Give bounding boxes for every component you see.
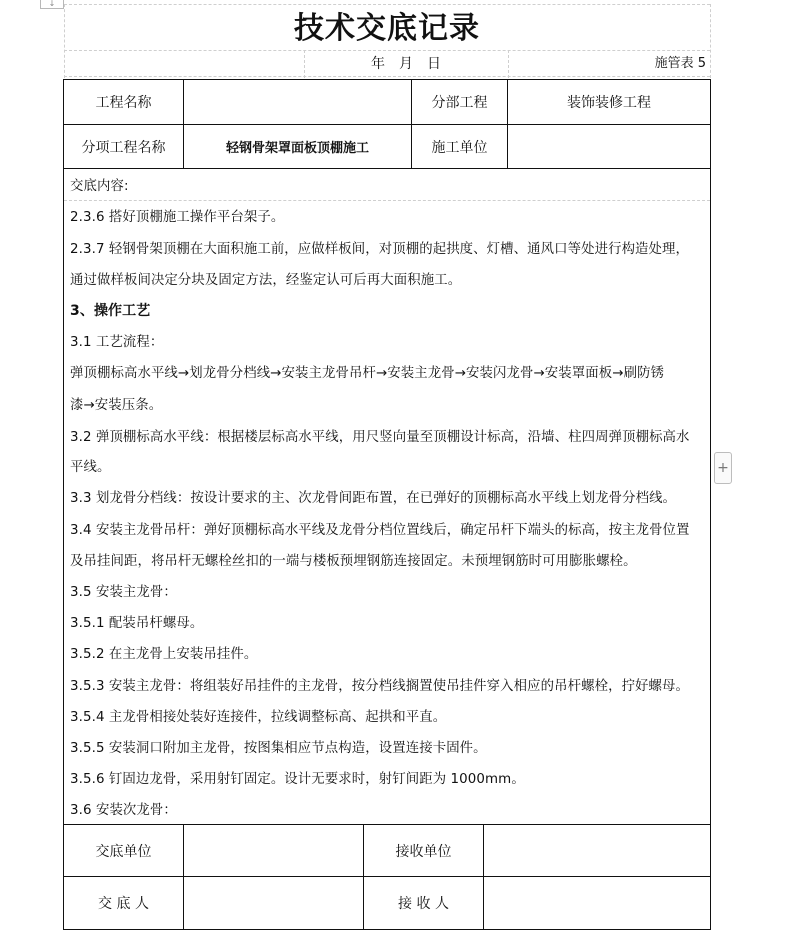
handover-person-label: 交 底 人 (98, 896, 149, 912)
content-line[interactable]: 通过做样板间决定分块及固定方法，经鉴定认可后再大面积施工。 (70, 273, 462, 288)
content-label-guide (64, 200, 710, 201)
content-line[interactable]: 2.3.6 搭好顶棚施工操作平台架子。 (70, 210, 285, 225)
content-line[interactable]: 3.2 弹顶棚标高水平线：根据楼层标高水平线，用尺竖向量至顶棚设计标高，沿墙、柱四周弹顶棚标高水 (70, 430, 690, 445)
project-name-label: 工程名称 (95, 95, 152, 111)
anchor-down-icon[interactable]: ↓ (40, 0, 64, 9)
subitem-label: 分项工程名称 (81, 139, 166, 156)
content-line[interactable]: 3.4 安装主龙骨吊杆：弹好顶棚标高水平线及龙骨分档位置线后，确定吊杆下端头的标高，按主龙骨位置 (70, 523, 690, 538)
content-line[interactable]: 3.5 安装主龙骨： (70, 585, 177, 600)
row-divider (63, 168, 711, 169)
content-line[interactable]: 弹顶棚标高水平线→划龙骨分档线→安装主龙骨吊杆→安装主龙骨→安装闪龙骨→安装罩面板→刷防锈 (70, 366, 665, 381)
content-line[interactable]: 3.5.1 配装吊杆螺母。 (70, 616, 204, 631)
margin-guide-title (64, 50, 710, 51)
content-label: 交底内容: (70, 179, 129, 194)
content-line[interactable]: 及吊挂间距，将吊杆无螺栓丝扣的一端与楼板预埋钢筋连接固定。未预埋钢筋时可用膨胀螺栓。 (70, 554, 637, 569)
project-name-field[interactable] (184, 80, 411, 124)
add-row-button[interactable]: + (714, 452, 732, 484)
division-label: 分部工程 (431, 95, 488, 111)
content-line[interactable]: 3.5.5 安装洞口附加主龙骨，按图集相应节点构造，设置连接卡固件。 (70, 741, 487, 756)
receiver-label: 接 收 人 (398, 896, 449, 912)
division-field[interactable]: 装饰装修工程 (567, 95, 651, 111)
receiving-unit-field[interactable] (484, 825, 710, 876)
page-title: 技术交底记录 (294, 11, 480, 46)
content-line[interactable]: 2.3.7 轻钢骨架顶棚在大面积施工前，应做样板间，对顶棚的起拱度、灯槽、通风口等处进行构造处理， (70, 242, 690, 257)
content-line[interactable]: 3.6 安装次龙骨： (70, 803, 177, 818)
content-line[interactable]: 3.1 工艺流程： (70, 335, 164, 350)
margin-guide-right (710, 4, 711, 78)
handover-unit-label: 交底单位 (95, 843, 152, 860)
receiver-field[interactable] (484, 877, 710, 929)
date-field: 年 月 日 (371, 56, 441, 72)
form-number: 施管表 5 (654, 56, 706, 71)
handover-unit-field[interactable] (184, 825, 363, 876)
contractor-field[interactable] (508, 125, 710, 168)
subitem-field[interactable]: 轻钢骨架罩面板顶棚施工 (225, 141, 369, 156)
content-line[interactable]: 平线。 (70, 460, 111, 475)
margin-guide-date-right (508, 50, 509, 78)
margin-guide-top (64, 4, 710, 5)
content-line[interactable]: 3.5.6 钉固边龙骨，采用射钉固定。设计无要求时，射钉间距为 1000mm。 (70, 772, 525, 787)
margin-guide-date (64, 76, 710, 77)
content-line[interactable]: 3.5.2 在主龙骨上安装吊挂件。 (70, 647, 258, 662)
content-line[interactable]: 3.5.3 安装主龙骨：将组装好吊挂件的主龙骨，按分档线搁置使吊挂件穿入相应的吊杆螺栓，拧好螺母。 (70, 679, 690, 694)
content-line[interactable]: 3.3 划龙骨分档线：按设计要求的主、次龙骨间距布置，在已弹好的顶棚标高水平线上划龙骨分档线。 (70, 491, 677, 506)
content-line[interactable]: 漆→安装压条。 (70, 398, 163, 413)
receiving-unit-label: 接收单位 (395, 843, 452, 860)
content-line[interactable]: 3.5.4 主龙骨相接处装好连接件，拉线调整标高、起拱和平直。 (70, 710, 447, 725)
section-heading[interactable]: 3、操作工艺 (70, 303, 151, 319)
handover-person-field[interactable] (184, 877, 363, 929)
contractor-label: 施工单位 (431, 139, 488, 156)
